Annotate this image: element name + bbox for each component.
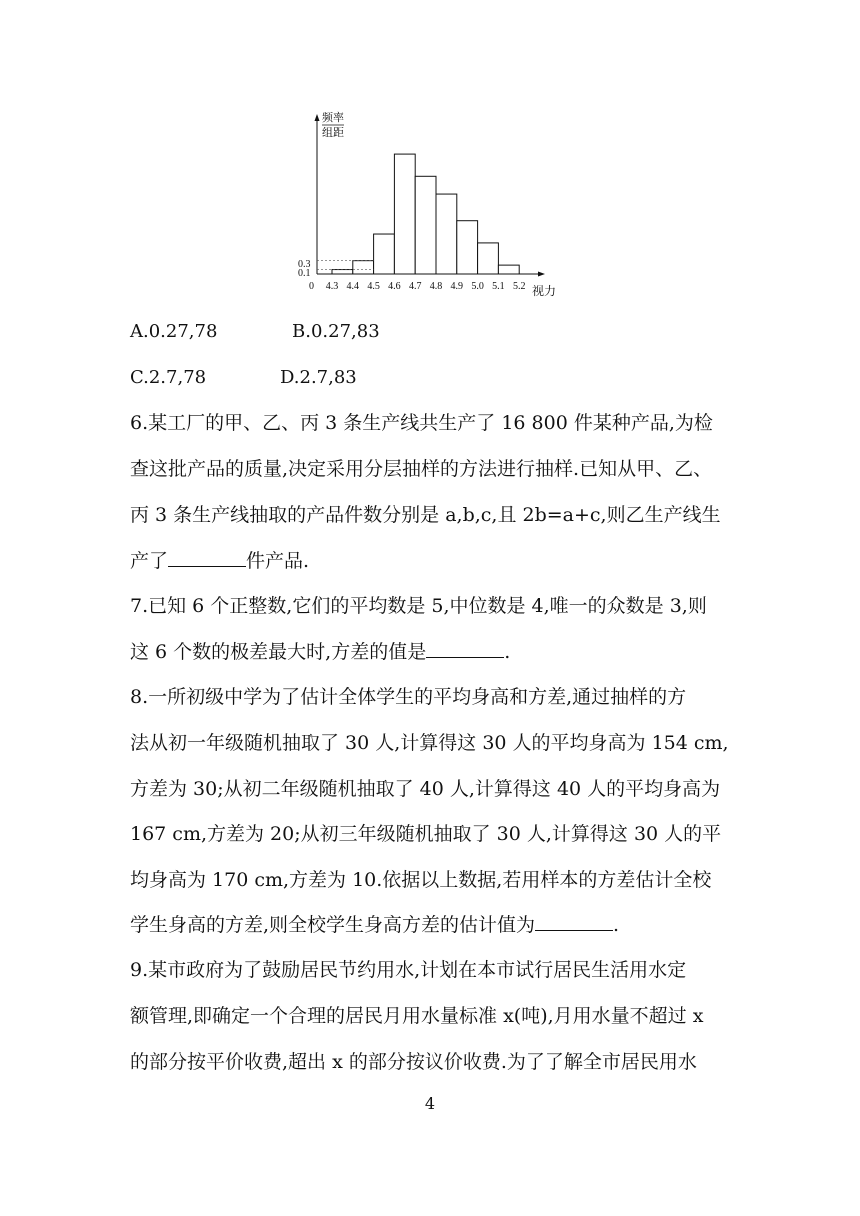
x-tick-label: 4.3 <box>325 281 339 292</box>
question-8-line-1: 8.一所初级中学为了估计全体学生的平均身高和方差,通过抽样的方 <box>130 686 687 708</box>
histogram-bar <box>498 265 519 274</box>
x-tick-label: 5.1 <box>492 281 505 292</box>
histogram-bar <box>332 270 353 274</box>
histogram-bars <box>332 154 519 274</box>
answer-blank[interactable] <box>535 914 613 931</box>
question-9-line-2: 额管理,即确定一个合理的居民月用水量标准 x(吨),月用水量不超过 x <box>130 1005 704 1027</box>
x-tick-label: 5.0 <box>471 281 484 292</box>
question-6-line-2: 查这批产品的质量,决定采用分层抽样的方法进行抽样.已知从甲、乙、 <box>130 458 713 480</box>
histogram-bar <box>436 194 457 274</box>
option-b: B.0.27,83 <box>292 321 380 342</box>
option-c: C.2.7,78 <box>130 367 207 388</box>
x-tick-label: 4.9 <box>450 281 464 292</box>
histogram-bar <box>415 176 436 274</box>
question-8-line-2: 法从初一年级随机抽取了 30 人,计算得这 30 人的平均身高为 154 cm, <box>130 732 729 754</box>
question-8-text-a: 学生身高的方差,则全校学生身高方差的估计值为 <box>130 914 536 936</box>
histogram-bar <box>457 221 478 274</box>
question-8-text-b: . <box>613 914 620 936</box>
x-tick-label: 4.8 <box>429 281 443 292</box>
y-tick-label: 0.1 <box>298 268 311 279</box>
y-axis-arrow <box>315 114 320 121</box>
question-7-text-a: 这 6 个数的极差最大时,方差的值是 <box>130 641 427 663</box>
y-axis-label-bottom: 组距 <box>322 127 344 139</box>
x-tick-label: 4.5 <box>367 281 380 292</box>
question-9-line-1: 9.某市政府为了鼓励居民节约用水,计划在本市试行居民生活用水定 <box>130 959 687 981</box>
page-number: 4 <box>424 1094 436 1113</box>
answer-blank[interactable] <box>426 641 504 658</box>
question-9-line-3: 的部分按平价收费,超出 x 的部分按议价收费.为了了解全市居民用水 <box>130 1051 697 1073</box>
x-tick-label: 5.2 <box>512 281 526 292</box>
x-tick-label: 4.4 <box>346 281 360 292</box>
histogram-bar <box>394 154 415 274</box>
x-tick-labels <box>326 281 526 292</box>
question-6-text-a: 产了 <box>130 550 169 572</box>
question-8-line-6 <box>130 913 619 937</box>
origin-label: 0 <box>309 281 314 292</box>
question-7-line-1: 7.已知 6 个正整数,它们的平均数是 5,中位数是 4,唯一的众数是 3,则 <box>130 595 707 617</box>
y-axis-label-top: 频率 <box>322 112 344 124</box>
question-6-text-b: 件产品. <box>246 550 310 572</box>
question-8-line-3: 方差为 30;从初二年级随机抽取了 40 人,计算得这 40 人的平均身高为 <box>130 778 721 800</box>
x-tick-label: 4.6 <box>388 281 401 292</box>
histogram-chart <box>296 108 566 308</box>
option-a: A.0.27,78 <box>130 321 218 342</box>
question-6-line-1: 6.某工厂的甲、乙、丙 3 条生产线共生产了 16 800 件某种产品,为检 <box>130 412 713 434</box>
x-tick-label: 4.7 <box>408 281 422 292</box>
histogram-bar <box>478 243 499 274</box>
histogram-bar <box>353 261 374 274</box>
question-8-line-4: 167 cm,方差为 20;从初三年级随机抽取了 30 人,计算得这 30 人的平 <box>130 823 722 845</box>
y-tick-label: 0.3 <box>298 259 311 270</box>
option-d: D.2.7,83 <box>280 367 357 388</box>
question-6-line-3: 丙 3 条生产线抽取的产品件数分别是 a,b,c,且 2b=a+c,则乙生产线生 <box>130 504 721 526</box>
question-7-line-2 <box>130 640 510 664</box>
x-axis-label: 视力 <box>532 284 557 298</box>
question-6-line-4 <box>130 549 309 573</box>
answer-blank[interactable] <box>168 550 246 567</box>
histogram-figure <box>296 108 566 308</box>
question-7-text-b: . <box>504 641 511 663</box>
histogram-bar <box>374 234 395 274</box>
x-axis-arrow <box>538 272 545 277</box>
question-8-line-5: 均身高为 170 cm,方差为 10.依据以上数据,若用样本的方差估计全校 <box>130 869 712 891</box>
